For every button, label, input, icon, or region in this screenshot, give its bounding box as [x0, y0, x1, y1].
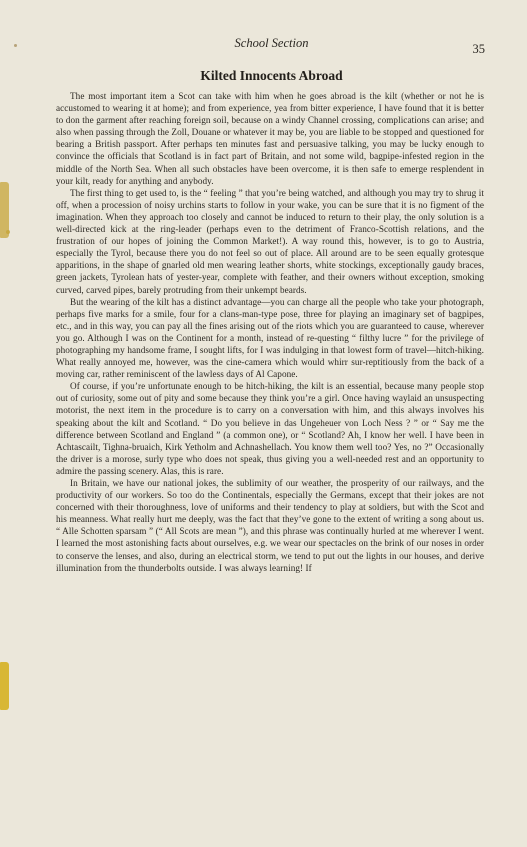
paragraph: The first thing to get used to, is the “ feeling ” that you’re being watched, and although you may try to shrug it off, when a procession of noisy urchins starts to follow in your wake, you can be sure that it is no figment of the imagination. When they approach too closely and cannot be induced to return to their play, the only solution is a well-directed kick at the ring-leader (perhaps even to the detriment of Franco-Scottish relations, and the frustration of our hopes of joining the Common Market!). A way round this, however, is to go to Austria, especially the Tyrol, because there you do not feel so out of place. All around are to be seen equally grotesque apparitions, in the shape of gnarled old men wearing leather shorts, white stockings, exceptionally gaudy braces, green jackets, Tyrolean hats of yester-year, complete with feather, and their owners without exception, smoking curved, carved pipes, barely protruding from their unkempt beards. — [56, 187, 484, 295]
running-head: School Section — [234, 36, 309, 50]
article-body — [56, 90, 484, 574]
paragraph: The most important item a Scot can take with him when he goes abroad is the kilt (whether or not he is accustomed to wearing it at home); and from experience, yea from bitter experience, I have found that it is better to don the garment after reaching foreign soil, because on a windy Channel crossing, complications can arise; and also when passing through the Zoll, Douane or whatever it may be, you are liable to be stopped and questioned for bearing a British passport. After perhaps ten minutes fast and persuasive talking, you may be lucky enough to convince the officials that Scotland is in fact part of Britain, and not some wild, bagpipe-infested region in the middle of the North Sea. When all such obstacles have been overcome, it is then safe to emerge resplendent in your kilt, ready for anything and anybody. — [56, 91, 484, 186]
page-header — [58, 36, 485, 56]
paragraph: Of course, if you’re unfortunate enough to be hitch-hiking, the kilt is an essential, because many people stop out of curiosity, some out of pity and some because they think you’re a girl. Once having waylaid an unsuspecting motorist, the next item in the procedure is to carry on a conversation with him, and this always involves his speaking about the kilt and Scotland. “ Do you believe in das Ungeheuer von Loch Ness ? ” or “ Say me the difference between Scotland and England ” (a common one), or “ Scotland? Ah, I know her well. I have been in Achtascailt, Tighna-bruaich, Kirk Yetholm and Achnashellach. You know them well too? Yes, no ?” Occasionally the driver is a morose, surly type who does not speak, thus giving you a well-needed rest and an opportunity to admire the passing scenery. Alas, this is rare. — [56, 381, 484, 476]
binding-tab-lower — [0, 662, 9, 710]
article-title: Kilted Innocents Abroad — [200, 68, 343, 83]
paragraph: But the wearing of the kilt has a distinct advantage—you can charge all the people who take your photograph, perhaps five marks for a smile, four for a clans-man-type pose, three for playing an imaginary set of bagpipes, etc., and in this way, you can pay all the fines arising out of the riots which you are guaranteed to cause, wherever you go. Although I was on the Continent for a month, instead of re-questing “ filthy lucre ” for the privilege of photographing my handsome frame, I sought lifts, for I was indulging in that lowest form of travel—hitch-hiking. What really annoyed me, however, was the cine-camera which would whirr sur-reptitiously from the back of a moving car, rather reminiscent of the lawless days of Al Capone. — [56, 296, 484, 380]
paragraph: In Britain, we have our national jokes, the sublimity of our weather, the prosperity of our railways, and the productivity of our workers. So too do the Continentals, especially the Germans, except that their jokes are not concerned with their thoroughness, love of uniforms and their tendency to play at soldiers, but with the Scot and his meanness. What really hurt me deeply, was the fact that they’ve gone to the extent of writing a song about us. “ Alle Schotten sparsam ” (“ All Scots are mean ”), and this phrase was continually hurled at me wherever I went. I learned the most astonishing facts about ourselves, e.g. we wear our spectacles on the brink of our noses in order to conserve the lenses, and also, during an electrical storm, we tend to put out the lights in our houses, and derive illumination from the thunderbolts outside. I was always learning! If — [56, 478, 484, 573]
page-number: 35 — [472, 42, 485, 56]
paper-speck — [14, 44, 17, 47]
binding-tab-upper — [0, 182, 9, 238]
